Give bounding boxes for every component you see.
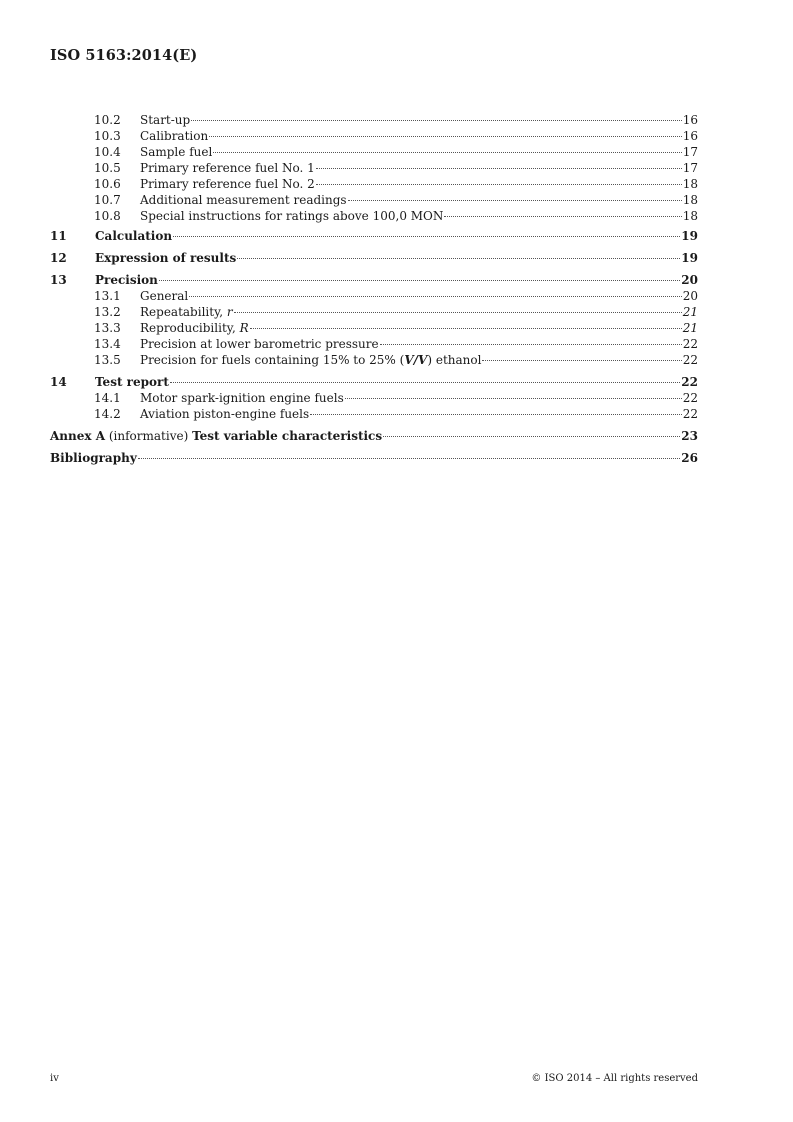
toc-entry-13-4[interactable] (50, 336, 698, 352)
toc-entry-14-2[interactable] (50, 406, 698, 422)
section-number: 14.1 (94, 391, 121, 405)
section-title: Expression of results (95, 251, 237, 265)
section-title: Additional measurement readings (140, 193, 347, 207)
section-number: 10.5 (94, 161, 121, 175)
section-title: Precision at lower barometric pressure (140, 337, 379, 351)
section-title-text: Repeatability, (140, 305, 227, 319)
table-of-contents (50, 112, 698, 466)
section-number: 10.6 (94, 177, 121, 191)
section-title-text-a: Precision for fuels containing 15% to 25% ( (140, 353, 405, 367)
section-title: General (140, 289, 189, 303)
toc-entry-10-3[interactable] (50, 128, 698, 144)
page-number: 26 (681, 451, 698, 465)
annex-title: Test variable characteristics (192, 429, 383, 443)
page-footer (50, 1073, 698, 1084)
section-title: Primary reference fuel No. 2 (140, 177, 315, 191)
section-number: 14.2 (94, 407, 121, 421)
toc-entry-13[interactable] (50, 272, 698, 288)
page-number: 22 (681, 375, 698, 389)
toc-entry-13-5[interactable] (50, 352, 698, 368)
page-number: 19 (681, 229, 698, 243)
section-number: 13.5 (94, 353, 121, 367)
page-number: 22 (682, 337, 698, 351)
dot-leader (444, 216, 681, 217)
section-title-text: Reproducibility, (140, 321, 240, 335)
dot-leader (173, 236, 680, 237)
page-number: 18 (682, 209, 698, 223)
page-number: 19 (681, 251, 698, 265)
annex-label: Annex A (50, 429, 106, 443)
section-number: 13.3 (94, 321, 121, 335)
section-title: Primary reference fuel No. 1 (140, 161, 315, 175)
page-number: 21 (682, 321, 698, 335)
toc-entry-annex-a[interactable] (50, 428, 698, 444)
dot-leader (234, 312, 682, 313)
section-number: 10.4 (94, 145, 121, 159)
section-number: 11 (50, 229, 67, 243)
footer-copyright: © ISO 2014 – All rights reserved (531, 1073, 698, 1084)
page-number: 20 (681, 273, 698, 287)
section-title: Start-up (140, 113, 191, 127)
toc-entry-14[interactable] (50, 374, 698, 390)
variable-symbol: V/V (404, 353, 428, 367)
page-number: 21 (682, 305, 698, 319)
section-title: Precision (95, 273, 158, 287)
page-number: 22 (682, 391, 698, 405)
dot-leader (191, 120, 681, 121)
dot-leader (209, 136, 682, 137)
section-number: 10.2 (94, 113, 121, 127)
section-number: 13.1 (94, 289, 121, 303)
section-title: Sample fuel (140, 145, 213, 159)
page-number: 22 (682, 353, 698, 367)
toc-entry-10-2[interactable] (50, 112, 698, 128)
toc-entry-11[interactable] (50, 228, 698, 244)
section-number: 13 (50, 273, 67, 287)
page-number: 22 (682, 407, 698, 421)
page-number: 23 (681, 429, 698, 443)
page-number: 16 (682, 129, 698, 143)
dot-leader (237, 258, 680, 259)
section-title (140, 304, 233, 320)
page-number: 17 (682, 161, 698, 175)
section-title: Aviation piston-engine fuels (140, 407, 310, 421)
section-title-text-b: ) ethanol (427, 353, 482, 367)
dot-leader (213, 152, 681, 153)
dot-leader (316, 184, 682, 185)
page-number: 18 (682, 177, 698, 191)
section-title: Motor spark-ignition engine fuels (140, 391, 344, 405)
section-number: 13.2 (94, 305, 121, 319)
section-number: 10.3 (94, 129, 121, 143)
annex-qualifier: (informative) (105, 429, 193, 443)
page-number: 16 (682, 113, 698, 127)
dot-leader (316, 168, 682, 169)
toc-entry-13-2[interactable] (50, 304, 698, 320)
variable-symbol: R (239, 321, 249, 335)
dot-leader (380, 344, 682, 345)
section-title (50, 428, 382, 444)
section-title: Special instructions for ratings above 100,0 MON (140, 209, 444, 223)
dot-leader (159, 280, 680, 281)
toc-entry-14-1[interactable] (50, 390, 698, 406)
toc-entry-12[interactable] (50, 250, 698, 266)
dot-leader (170, 382, 680, 383)
toc-entry-10-7[interactable] (50, 192, 698, 208)
toc-entry-13-3[interactable] (50, 320, 698, 336)
page-number: 18 (682, 193, 698, 207)
toc-entry-bibliography[interactable] (50, 450, 698, 466)
dot-leader (189, 296, 681, 297)
toc-entry-10-5[interactable] (50, 160, 698, 176)
section-number: 13.4 (94, 337, 121, 351)
section-title: Test report (95, 375, 169, 389)
dot-leader (310, 414, 682, 415)
section-number: 10.8 (94, 209, 121, 223)
section-title: Calculation (95, 229, 173, 243)
dot-leader (345, 398, 682, 399)
section-title: Bibliography (50, 451, 137, 465)
dot-leader (482, 360, 681, 361)
dot-leader (138, 458, 681, 459)
section-title: Calibration (140, 129, 209, 143)
page-number: 20 (682, 289, 698, 303)
dot-leader (250, 328, 682, 329)
toc-entry-10-4[interactable] (50, 144, 698, 160)
dot-leader (383, 436, 680, 437)
section-number: 10.7 (94, 193, 121, 207)
section-number: 12 (50, 251, 67, 265)
toc-entry-13-1[interactable] (50, 288, 698, 304)
footer-page-number: iv (50, 1073, 59, 1084)
dot-leader (348, 200, 682, 201)
section-title (140, 352, 481, 368)
page-number: 17 (682, 145, 698, 159)
section-title (140, 320, 249, 336)
document-header: ISO 5163:2014(E) (50, 47, 198, 64)
toc-entry-10-6[interactable] (50, 176, 698, 192)
section-number: 14 (50, 375, 67, 389)
toc-entry-10-8[interactable] (50, 208, 698, 224)
variable-symbol: r (226, 305, 233, 319)
